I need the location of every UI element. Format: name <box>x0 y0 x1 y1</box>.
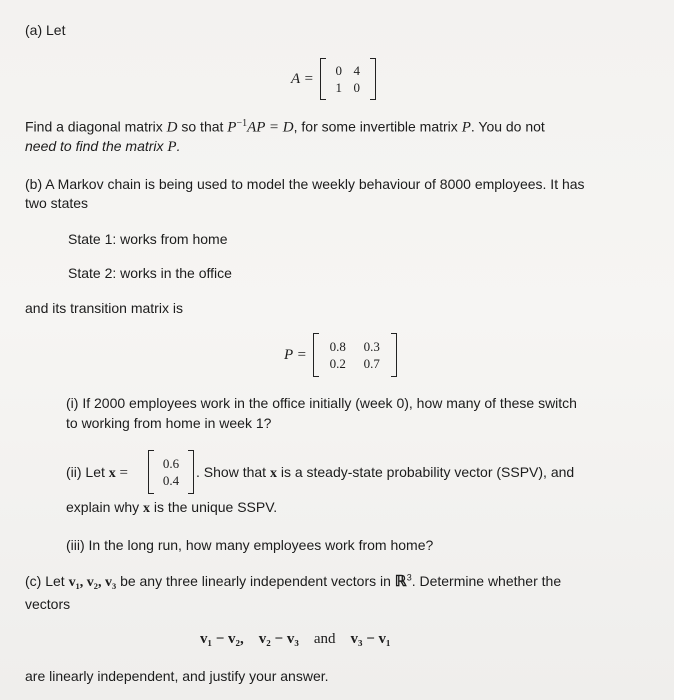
math-r: ℝ <box>394 574 407 590</box>
expr-1: v₁ − v₂, <box>200 631 244 647</box>
text: , for some invertible matrix <box>293 118 462 135</box>
part-a-question-line1 <box>25 118 545 137</box>
math-x: x <box>108 466 116 481</box>
question-ii-line1-rest <box>196 464 574 482</box>
matrix-a-cell: 1 <box>335 79 343 95</box>
state-1: State 1: works from home <box>68 231 228 247</box>
question-ii-line1 <box>66 464 128 482</box>
vector-x-entries <box>154 455 188 490</box>
text: is a steady-state probability vector (SSPV), and <box>276 464 575 480</box>
part-a-question-line2 <box>25 138 180 156</box>
question-i-line1: (i) If 2000 employees work in the office initially (week 0), how many of these switch <box>66 395 577 411</box>
part-b-intro-line2: two states <box>25 195 89 211</box>
math-sup: 3 <box>406 572 412 583</box>
text: is the unique SSPV. <box>150 499 278 515</box>
matrix-a-cell: 0 <box>335 62 343 78</box>
matrix-a-cell: 0 <box>353 79 361 95</box>
math-p: P <box>461 119 471 136</box>
vector-expressions <box>200 631 391 648</box>
transition-text: and its transition matrix is <box>25 300 183 316</box>
math-x: x <box>269 466 277 481</box>
vector-x-cell: 0.6 <box>162 455 180 471</box>
matrix-a-right-bracket <box>370 58 376 100</box>
math-d: D <box>166 119 178 136</box>
question-i-line2: to working from home in week 1? <box>66 415 272 431</box>
text: so that <box>177 118 228 135</box>
text: . Determine whether the <box>411 573 562 589</box>
question-iii: (iii) In the long run, how many employees work from home? <box>66 537 434 553</box>
math-expr: AP = D <box>247 119 294 136</box>
matrix-a <box>291 58 376 100</box>
math-p: P <box>227 119 237 136</box>
part-c-conclusion: are linearly independent, and justify your answer. <box>25 668 329 684</box>
expr-and: and <box>313 631 336 647</box>
part-c-line1 <box>25 572 561 591</box>
matrix-p-right-bracket <box>391 333 397 377</box>
matrix-a-cell: 4 <box>353 62 361 78</box>
text: be any three linearly independent vectors in <box>120 573 395 589</box>
part-a-label: (a) Let <box>25 22 66 38</box>
text: . Show that <box>196 464 270 480</box>
matrix-p <box>284 333 397 377</box>
text: . <box>176 138 181 154</box>
matrix-p-entries <box>319 338 391 373</box>
matrix-p-cell: 0.8 <box>329 338 346 354</box>
math-sup: −1 <box>236 118 248 129</box>
math-vectors: v₁, v₂, v₃ <box>68 575 117 590</box>
matrix-p-lhs: P = <box>284 346 307 363</box>
part-c-line2: vectors <box>25 596 71 612</box>
matrix-a-lhs: A = <box>291 70 314 87</box>
text: . You do not <box>470 118 545 135</box>
expr-3: v₃ − v₁ <box>350 631 391 647</box>
text: need to find the matrix <box>25 138 168 154</box>
text: (c) Let <box>25 573 69 589</box>
question-ii-line2 <box>66 499 277 517</box>
state-2: State 2: works in the office <box>68 265 232 281</box>
part-b-intro-line1: (b) A Markov chain is being used to model the weekly behaviour of 8000 employees. It has <box>25 176 585 192</box>
math-x: x <box>143 501 151 516</box>
text: Find a diagonal matrix <box>25 118 167 135</box>
math-eq: = <box>115 465 129 481</box>
vector-x-right-bracket <box>188 450 194 494</box>
text: (ii) Let <box>66 464 109 480</box>
expr-2: v₂ − v₃ <box>258 631 299 647</box>
vector-x-cell: 0.4 <box>162 472 180 488</box>
matrix-p-cell: 0.7 <box>363 355 380 371</box>
math-p: P <box>167 139 177 155</box>
matrix-a-entries <box>326 62 370 97</box>
matrix-p-cell: 0.2 <box>329 355 346 371</box>
matrix-p-cell: 0.3 <box>363 338 380 354</box>
text: explain why <box>66 499 144 515</box>
vector-x <box>148 450 194 494</box>
